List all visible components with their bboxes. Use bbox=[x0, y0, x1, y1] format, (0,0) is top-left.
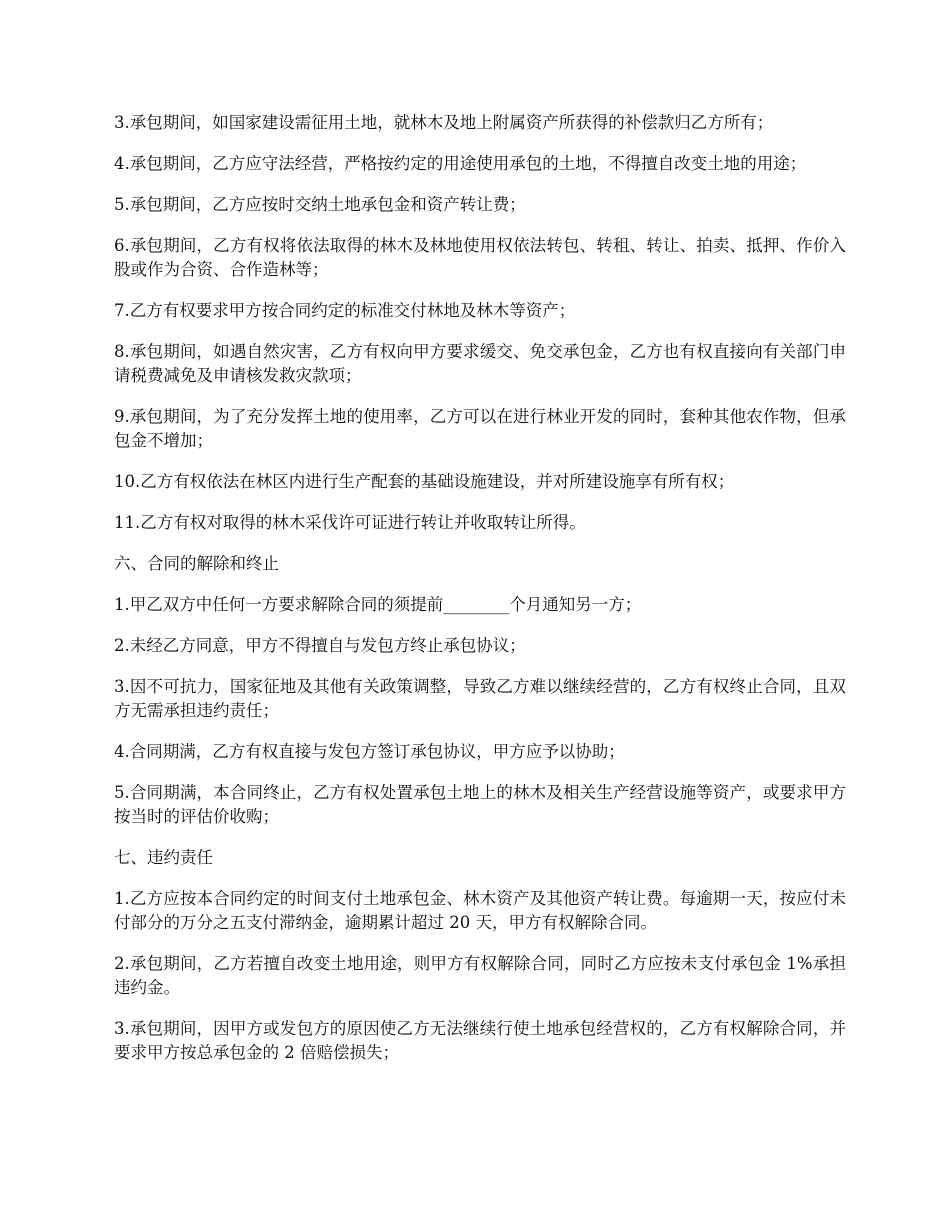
section-heading-6: 六、合同的解除和终止 bbox=[114, 554, 279, 573]
clause-5-11: 11.乙方有权对取得的林木采伐许可证进行转让并收取转让所得。 bbox=[114, 513, 586, 532]
clause-5-3: 3.承包期间，如国家建设需征用土地，就林木及地上附属资产所获得的补偿款归乙方所有； bbox=[114, 113, 774, 132]
clause-6-4: 4.合同期满，乙方有权直接与发包方签订承包协议，甲方应予以协助； bbox=[114, 742, 625, 761]
clause-5-8: 8.承包期间，如遇自然灾害，乙方有权向甲方要求缓交、免交承包金，乙方也有权直接向有关部门申请税费减免及申请核发救灾款项； bbox=[114, 342, 846, 385]
document-body bbox=[114, 111, 846, 1082]
clause-5-4: 4.承包期间，乙方应守法经营，严格按约定的用途使用承包的土地，不得擅自改变土地的用途； bbox=[114, 154, 807, 173]
section-heading-7: 七、违约责任 bbox=[114, 848, 213, 867]
clause-5-5: 5.承包期间，乙方应按时交纳土地承包金和资产转让费； bbox=[114, 195, 526, 214]
clause-7-3: 3.承包期间，因甲方或发包方的原因使乙方无法继续行使土地承包经营权的，乙方有权解除合同，并要求甲方按总承包金的 2 倍赔偿损失； bbox=[114, 1019, 846, 1062]
clause-5-7: 7.乙方有权要求甲方按合同约定的标准交付林地及林木等资产； bbox=[114, 301, 576, 320]
clause-6-3: 3.因不可抗力，国家征地及其他有关政策调整，导致乙方难以继续经营的，乙方有权终止合同，且双方无需承担违约责任； bbox=[114, 677, 846, 720]
clause-6-1: 1.甲乙双方中任何一方要求解除合同的须提前________个月通知另一方； bbox=[114, 595, 642, 614]
clause-6-5: 5.合同期满，本合同终止，乙方有权处置承包土地上的林木及相关生产经营设施等资产，或要求甲方按当时的评估价收购； bbox=[114, 783, 846, 826]
clause-5-6: 6.承包期间，乙方有权将依法取得的林木及林地使用权依法转包、转租、转让、拍卖、抵押、作价入股或作为合资、合作造林等； bbox=[114, 236, 846, 279]
clause-5-10: 10.乙方有权依法在林区内进行生产配套的基础设施建设，并对所建设施享有所有权； bbox=[114, 472, 735, 491]
clause-7-2: 2.承包期间，乙方若擅自改变土地用途，则甲方有权解除合同，同时乙方应按未支付承包金 1%承担违约金。 bbox=[114, 954, 846, 997]
clause-5-9: 9.承包期间，为了充分发挥土地的使用率，乙方可以在进行林业开发的同时，套种其他农作物，但承包金不增加； bbox=[114, 407, 846, 450]
clause-6-2: 2.未经乙方同意，甲方不得擅自与发包方终止承包协议； bbox=[114, 636, 526, 655]
clause-7-1: 1.乙方应按本合同约定的时间支付土地承包金、林木资产及其他资产转让费。每逾期一天，按应付未付部分的万分之五支付滞纳金，逾期累计超过 20 天，甲方有权解除合同。 bbox=[114, 889, 846, 932]
